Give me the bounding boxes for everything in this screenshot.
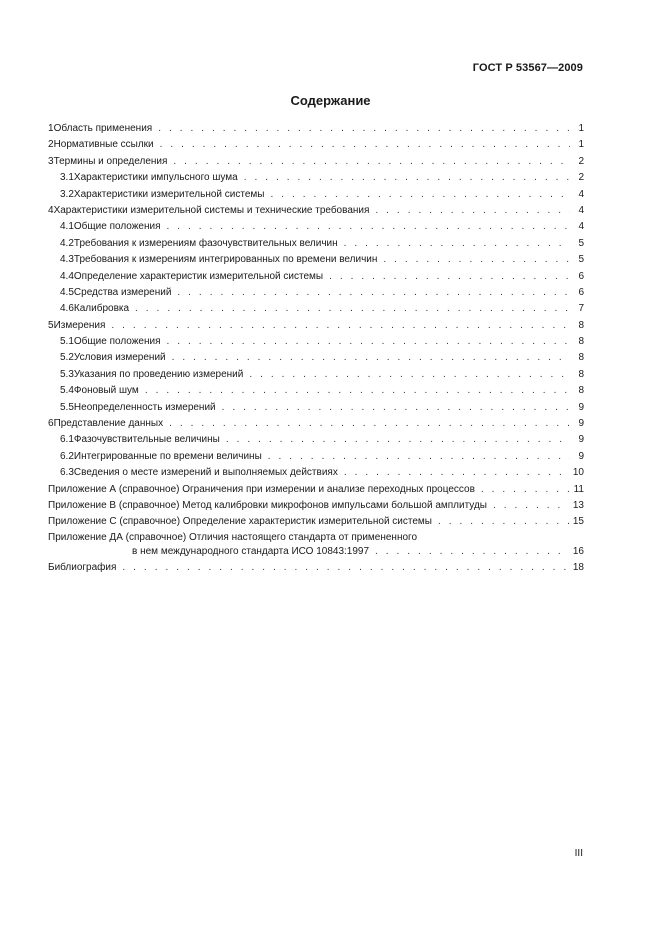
toc-entry-page: 8 — [578, 368, 584, 380]
toc-entry-label: Приложение ДА (справочное) Отличия настоящего стандарта от примененного — [48, 531, 418, 543]
dot-leader — [438, 514, 569, 530]
toc-entry-page: 4 — [578, 204, 584, 216]
toc-entry[interactable] — [48, 367, 584, 383]
toc-entry-number: 4.3 — [60, 254, 74, 266]
toc-entry-page: 10 — [572, 467, 584, 479]
toc-entry[interactable] — [48, 252, 584, 268]
dot-leader — [226, 432, 570, 448]
toc-entry-page: 1 — [578, 139, 584, 151]
dot-leader — [329, 269, 570, 285]
toc-entry-page: 6 — [578, 270, 584, 282]
toc-entry-number: 5 — [48, 319, 54, 331]
toc-entry-number: 4.6 — [60, 303, 74, 315]
toc-entry-page: 15 — [572, 516, 584, 528]
dot-leader — [383, 252, 570, 268]
page-number: III — [574, 848, 583, 859]
toc-entry-number: 4.5 — [60, 286, 74, 298]
toc-entry[interactable] — [48, 170, 584, 186]
toc-entry[interactable] — [48, 400, 584, 416]
toc-entry-label: Библиография — [48, 561, 117, 573]
toc-entry[interactable] — [48, 465, 584, 481]
toc-entry-label: Требования к измерениям интегрированных по времени величин — [73, 254, 378, 266]
toc-entry-page: 4 — [578, 188, 584, 200]
toc-entry-label: Измерения — [53, 319, 106, 331]
toc-entry-annex[interactable] — [48, 498, 584, 514]
toc-entry-page: 6 — [578, 286, 584, 298]
standard-code: ГОСТ Р 53567—2009 — [472, 62, 583, 74]
page-title: Содержание — [290, 93, 371, 108]
toc-entry[interactable] — [48, 285, 584, 301]
toc-entry[interactable] — [48, 449, 584, 465]
toc-entry-number: 3.1 — [60, 172, 74, 184]
toc-entry-page: 2 — [578, 155, 584, 167]
dot-leader — [172, 350, 570, 366]
toc-entry-label: в нем международного стандарта ИСО 10843:1997 — [132, 545, 370, 557]
toc-entry-label: Представление данных — [53, 418, 164, 430]
dot-leader — [173, 154, 570, 170]
toc-entry-page: 8 — [578, 336, 584, 348]
toc-entry-label: Интегрированные по времени величины — [73, 450, 262, 462]
toc-entry-label: Характеристики измерительной системы — [73, 188, 265, 200]
dot-leader — [169, 416, 570, 432]
toc-entry-label: Средства измерений — [73, 286, 172, 298]
toc-entry[interactable] — [48, 219, 584, 235]
toc-entry[interactable] — [48, 301, 584, 317]
toc-entry-label: Характеристики измерительной системы и технические требования — [53, 204, 370, 216]
toc-entry[interactable] — [48, 269, 584, 285]
toc-entry-number: 4.2 — [60, 237, 74, 249]
toc-entry-page: 11 — [573, 483, 584, 495]
dot-leader — [344, 465, 569, 481]
toc-entry-page: 9 — [578, 434, 584, 446]
toc-entry-bibliography[interactable] — [48, 560, 584, 576]
toc-entry[interactable] — [48, 318, 584, 334]
toc-entry-number: 5.1 — [60, 336, 74, 348]
toc-entry-number: 1 — [48, 123, 54, 134]
toc-entry-number: 5.5 — [60, 401, 74, 413]
toc-entry-page: 8 — [578, 352, 584, 364]
toc-entry[interactable] — [48, 350, 584, 366]
dot-leader — [481, 482, 570, 498]
dot-leader — [145, 383, 570, 399]
toc-entry[interactable] — [48, 334, 584, 350]
dot-leader — [244, 170, 570, 186]
toc-entry-page: 5 — [578, 254, 584, 266]
dot-leader — [375, 203, 570, 219]
dot-leader — [135, 301, 570, 317]
toc-entry-label: Приложение С (справочное) Определение характеристик измерительной системы — [48, 516, 432, 528]
toc-entry-number: 5.3 — [60, 368, 74, 380]
dot-leader — [268, 449, 570, 465]
dot-leader — [493, 498, 569, 514]
toc-entry-label: Приложение В (справочное) Метод калибровки микрофонов импульсами большой амплитуды — [48, 499, 487, 511]
toc-entry-number: 4 — [48, 204, 54, 216]
dot-leader — [167, 219, 571, 235]
toc-entry[interactable] — [48, 383, 584, 399]
toc-entry-page: 8 — [578, 385, 584, 397]
dot-leader — [111, 318, 570, 334]
toc-entry-label: Сведения о месте измерений и выполняемых действиях — [73, 467, 338, 479]
toc-entry[interactable] — [48, 187, 584, 203]
toc-entry-label: Приложение А (справочное) Ограничения при измерении и анализе переходных процессов — [48, 483, 475, 495]
toc-entry-page: 16 — [572, 545, 584, 557]
toc-entry-page: 9 — [578, 418, 584, 430]
toc-entry-annex[interactable] — [48, 514, 584, 530]
toc-entry-annex[interactable] — [48, 482, 584, 498]
toc-entry[interactable] — [48, 236, 584, 252]
dot-leader — [222, 400, 570, 416]
toc-entry-number: 6.2 — [60, 450, 74, 462]
toc-entry-number: 3.2 — [60, 188, 74, 200]
toc-entry-page: 8 — [578, 319, 584, 331]
toc-entry-label: Фоновый шум — [73, 385, 139, 397]
toc-entry-label: Характеристики импульсного шума — [73, 172, 238, 184]
toc-entry[interactable] — [48, 137, 584, 153]
toc-entry[interactable] — [48, 121, 584, 137]
toc-entry-label: Условия измерений — [73, 352, 166, 364]
toc-entry-label: Калибровка — [73, 303, 130, 315]
toc-entry-label: Область применения — [53, 123, 153, 134]
toc-entry-page: 13 — [572, 499, 584, 511]
toc-entry-label: Нормативные ссылки — [53, 139, 154, 151]
toc-entry[interactable] — [48, 432, 584, 448]
dot-leader — [177, 285, 570, 301]
dot-leader — [122, 560, 568, 576]
toc-entry-label: Неопределенность измерений — [73, 401, 216, 413]
toc-entry-number: 5.4 — [60, 385, 74, 397]
toc-entry-page: 4 — [578, 221, 584, 233]
dot-leader — [249, 367, 570, 383]
toc-entry-annex-da[interactable] — [48, 531, 584, 559]
toc-entry-label: Указания по проведению измерений — [73, 368, 244, 380]
toc-entry-number: 5.2 — [60, 352, 74, 364]
toc-entry-label: Термины и определения — [53, 155, 168, 167]
toc-entry-page: 1 — [578, 123, 584, 134]
dot-leader — [270, 187, 570, 203]
toc-entry-number: 6 — [48, 418, 54, 430]
dot-leader — [375, 545, 569, 559]
toc-entry-page: 18 — [572, 561, 584, 573]
toc-entry-number: 6.3 — [60, 467, 74, 479]
toc-entry-number: 2 — [48, 139, 54, 151]
dot-leader — [158, 121, 570, 137]
dot-leader — [344, 236, 570, 252]
dot-leader — [167, 334, 571, 350]
toc-entry-label: Общие положения — [73, 221, 161, 233]
toc-entry-page: 7 — [578, 303, 584, 315]
toc-entry[interactable] — [48, 203, 584, 219]
toc-entry-number: 3 — [48, 155, 54, 167]
dot-leader — [160, 137, 570, 153]
toc-entry-page: 9 — [578, 401, 584, 413]
toc-entry-label: Определение характеристик измерительной системы — [73, 270, 324, 282]
toc-entry-page: 9 — [578, 450, 584, 462]
toc-entry-page: 5 — [578, 237, 584, 249]
table-of-contents — [48, 121, 584, 576]
toc-entry-label: Общие положения — [73, 336, 161, 348]
toc-entry[interactable] — [48, 416, 584, 432]
toc-entry-number: 6.1 — [60, 434, 74, 446]
toc-entry[interactable] — [48, 154, 584, 170]
toc-entry-label: Фазочувствительные величины — [73, 434, 220, 446]
toc-entry-label: Требования к измерениям фазочувствительных величин — [73, 237, 338, 249]
toc-entry-page: 2 — [578, 172, 584, 184]
toc-entry-number: 4.1 — [60, 221, 74, 233]
toc-entry-number: 4.4 — [60, 270, 74, 282]
